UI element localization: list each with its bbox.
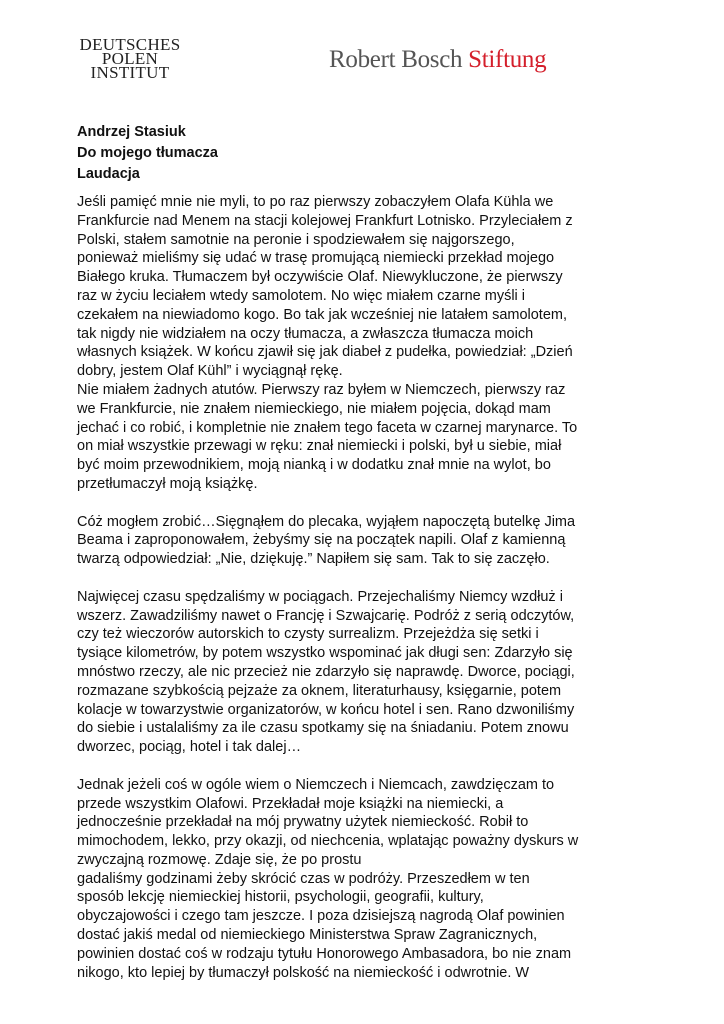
paragraph-line: przetłumaczył moją książkę. [77, 475, 258, 492]
paragraph-line: do siebie i ustalaliśmy za ile czasu spotkamy się na śniadaniu. Potem znowu [77, 720, 569, 737]
paragraph-line: dworzec, pociąg, hotel i tak dalej… [77, 739, 302, 756]
paragraph-line: czy też wieczorów autorskich to czysty surrealizm. Przejeżdża się setki i [77, 626, 539, 643]
paragraph-line: Białego kruka. Tłumaczem był oczywiście Olaf. Niewykluczone, że pierwszy [77, 269, 563, 286]
paragraph-line: nikogo, kto lepiej by tłumaczył polskość na niemieckość i odwrotnie. W [77, 964, 530, 981]
robert-bosch-stiftung-logo [329, 46, 546, 74]
paragraph-line: ponieważ mieliśmy się udać w trasę promującą niemiecki przekład mojego [77, 250, 555, 267]
paragraph-line: gadaliśmy godzinami żeby skrócić czas w podróży. Przeszedłem w ten [77, 870, 530, 887]
logo-dpi-line: INSTITUT [90, 63, 170, 82]
paragraph-line: on miał wszystkie przewagi w ręku: znał niemiecki i polski, był u siebie, miał [77, 438, 562, 455]
paragraph-line: Frankfurcie nad Menem na stacji kolejowej Frankfurt Lotnisko. Przyleciałem z [77, 212, 573, 229]
logo-dpi-line: POLEN [101, 49, 159, 68]
paragraph [77, 513, 576, 569]
paragraph-line: raz w życiu leciałem wtedy samolotem. No więc miałem czarne myśli i [77, 287, 526, 304]
paragraph-line: zwyczajną rozmowę. Zdaje się, że po prostu [77, 851, 362, 868]
paragraph-line: mimochodem, lekko, przy okazji, od niechcenia, wplatając poważny dyskurs w [77, 833, 579, 850]
paragraph-line: Jednak jeżeli coś w ogóle wiem o Niemczech i Niemcach, zawdzięczam to [77, 776, 555, 793]
document-title: Do mojego tłumacza [77, 145, 218, 161]
paragraph-line: wszerz. Zawadziliśmy nawet o Francję i Szwajcarię. Podróż z serią odczytów, [77, 607, 575, 624]
paragraph-line: powinien dostać coś w rodzaju tytułu Honorowego Ambasadora, bo nie znam [77, 945, 572, 962]
paragraph-line: Najwięcej czasu spędzaliśmy w pociągach. Przejechaliśmy Niemcy wzdłuż i [77, 588, 563, 605]
logo-bosch-name: Robert Bosch [329, 46, 463, 73]
document-subtitle: Laudacja [77, 166, 140, 182]
paragraph-line: Nie miałem żadnych atutów. Pierwszy raz byłem w Niemczech, pierwszy raz [77, 381, 566, 398]
paragraph-line: kolacje w towarzystwie organizatorów, w końcu hotel i sen. Rano dzwoniliśmy [77, 701, 575, 718]
paragraph-line: twarzą odpowiedział: „Nie, dziękuję.” Napiłem się sam. Tak to się zaczęło. [77, 551, 550, 568]
paragraph-line: sposób lekcję niemieckiej historii, psychologii, geografii, kultury, [77, 889, 484, 906]
paragraph-line: obyczajowości i czego tam jeszcze. I poza dzisiejszą nagrodą Olaf powinien [77, 908, 565, 925]
logo-dpi-line: DEUTSCHES [79, 35, 181, 54]
paragraph-line: własnych książek. W końcu zjawił się jak diabeł z pudełka, powiedział: „Dzień [77, 344, 573, 361]
paragraph-line: dobry, jestem Olaf Kühl” i wyciągnął rękę. [77, 363, 343, 380]
paragraph-line: Polski, stałem samotnie na peronie i spodziewałem się najgorszego, [77, 231, 515, 248]
logo-bosch-accent: Stiftung [468, 46, 547, 73]
paragraph-line: Cóż mogłem zrobić…Sięgnąłem do plecaka, wyjąłem napoczętą butelkę Jima [77, 513, 576, 530]
paragraph-line: jednocześnie przekładał na mój prywatny użytek niemieckość. Robił to [77, 814, 529, 831]
paragraph [77, 588, 575, 757]
paragraph [77, 193, 578, 494]
document-body [77, 193, 579, 1001]
paragraph-line: być moim przewodnikiem, moją nianką i w dodatku znał mnie na wylot, bo [77, 457, 551, 474]
paragraph-line: mnóstwo rzeczy, ale nic przecież nie zdarzyło się naprawdę. Dworce, pociągi, [77, 663, 575, 680]
document-heading [77, 122, 218, 185]
paragraph-line: Jeśli pamięć mnie nie myli, to po raz pierwszy zobaczyłem Olafa Kühla we [77, 194, 554, 210]
paragraph-line: tysiące kilometrów, by potem wszystko wspominać jak długi sen: Zdarzyło się [77, 645, 573, 662]
paragraph-line: dostać jakiś medal od niemieckiego Ministerstwa Spraw Zagranicznych, [77, 927, 538, 944]
paragraph [77, 776, 579, 983]
paragraph-line: czekałem na niewiadomo kogo. Bo tak jak wcześniej nie latałem samolotem, [77, 306, 568, 323]
paragraph-line: Beama i zaproponowałem, żebyśmy się na początek napili. Olaf z kamienną [77, 532, 566, 549]
paragraph-line: tak nigdy nie widziałem na oczy tłumacza, a zwłaszcza tłumacza moich [77, 325, 534, 342]
paragraph-line: rozmazane szybkością pejzaże za oknem, literaturhausy, księgarnie, potem [77, 682, 562, 699]
paragraph-line: we Frankfurcie, nie znałem niemieckiego, nie miałem pojęcia, dokąd mam [77, 400, 551, 417]
paragraph-line: przede wszystkim Olafowi. Przekładał moje książki na niemiecki, a [77, 795, 504, 812]
paragraph-line: jechać i co robić, i kompletnie nie znałem tego faceta w czarnej marynarce. To [77, 419, 578, 436]
author-name: Andrzej Stasiuk [77, 124, 186, 140]
deutsches-polen-institut-logo [76, 35, 184, 82]
